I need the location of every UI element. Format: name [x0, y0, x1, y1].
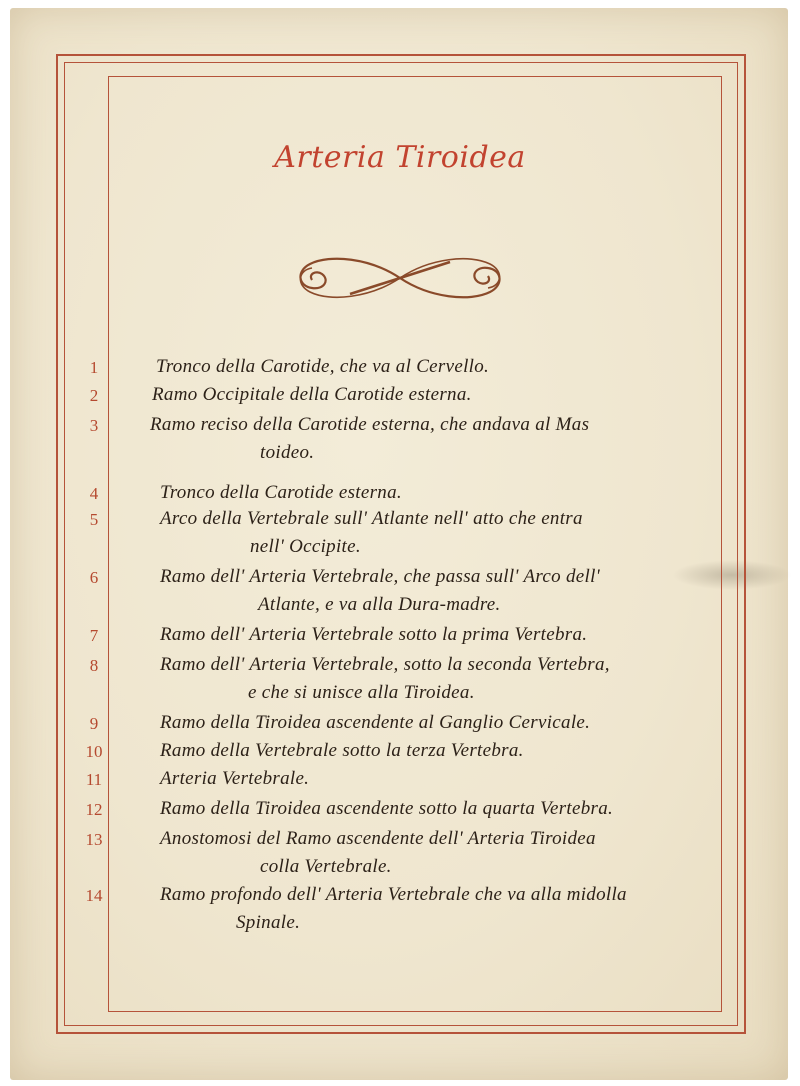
- item-number: 10: [85, 742, 103, 761]
- item-text-line: Tronco della Carotide esterna.: [160, 482, 402, 503]
- item-text-line: Ramo della Tiroidea ascendente sotto la quarta Vertebra.: [160, 798, 614, 819]
- item-text-line: Ramo profondo dell' Arteria Vertebrale che va alla midolla: [160, 884, 627, 905]
- item-text-line: Ramo Occipitale della Carotide esterna.: [152, 384, 472, 405]
- item-number: 1: [89, 358, 99, 377]
- item-number: 6: [89, 568, 99, 587]
- item-text-line: Tronco della Carotide, che va al Cervello.: [156, 356, 490, 377]
- item-number: 13: [85, 830, 103, 849]
- item-text-line: Ramo della Tiroidea ascendente al Ganglio Cervicale.: [160, 712, 591, 733]
- item-text-line: Ramo reciso della Carotide esterna, che andava al Mas: [150, 414, 590, 435]
- item-text-line: Atlante, e va alla Dura-madre.: [258, 594, 501, 615]
- item-number: 9: [89, 714, 99, 733]
- item-text-line: Spinale.: [236, 912, 301, 933]
- item-text-line: Ramo dell' Arteria Vertebrale, sotto la seconda Vertebra,: [160, 654, 610, 675]
- item-text-line: Anostomosi del Ramo ascendente dell' Arteria Tiroidea: [160, 828, 596, 849]
- item-text-line: e che si unisce alla Tiroidea.: [248, 682, 475, 703]
- item-number: 2: [89, 386, 99, 405]
- item-text-line: toideo.: [260, 442, 315, 463]
- item-number: 4: [89, 484, 99, 503]
- item-text-line: Arco della Vertebrale sull' Atlante nell' atto che entra: [160, 508, 583, 529]
- item-number: 8: [89, 656, 99, 675]
- calligraphic-flourish-icon: [290, 250, 510, 306]
- item-number: 5: [89, 510, 99, 529]
- item-text-line: nell' Occipite.: [250, 536, 361, 557]
- item-text-line: Ramo dell' Arteria Vertebrale, che passa sull' Arco dell': [160, 566, 601, 587]
- item-number: 3: [89, 416, 99, 435]
- item-text-line: Ramo dell' Arteria Vertebrale sotto la prima Vertebra.: [160, 624, 588, 645]
- item-text-line: Ramo della Vertebrale sotto la terza Vertebra.: [160, 740, 524, 761]
- item-number: 7: [89, 626, 99, 645]
- item-text-line: colla Vertebrale.: [260, 856, 392, 877]
- page-title: Arteria Tiroidea: [274, 140, 526, 175]
- item-text-line: Arteria Vertebrale.: [160, 768, 310, 789]
- item-number: 11: [85, 770, 103, 789]
- item-number: 12: [85, 800, 103, 819]
- item-number: 14: [85, 886, 103, 905]
- content-border-frame: [108, 76, 722, 1012]
